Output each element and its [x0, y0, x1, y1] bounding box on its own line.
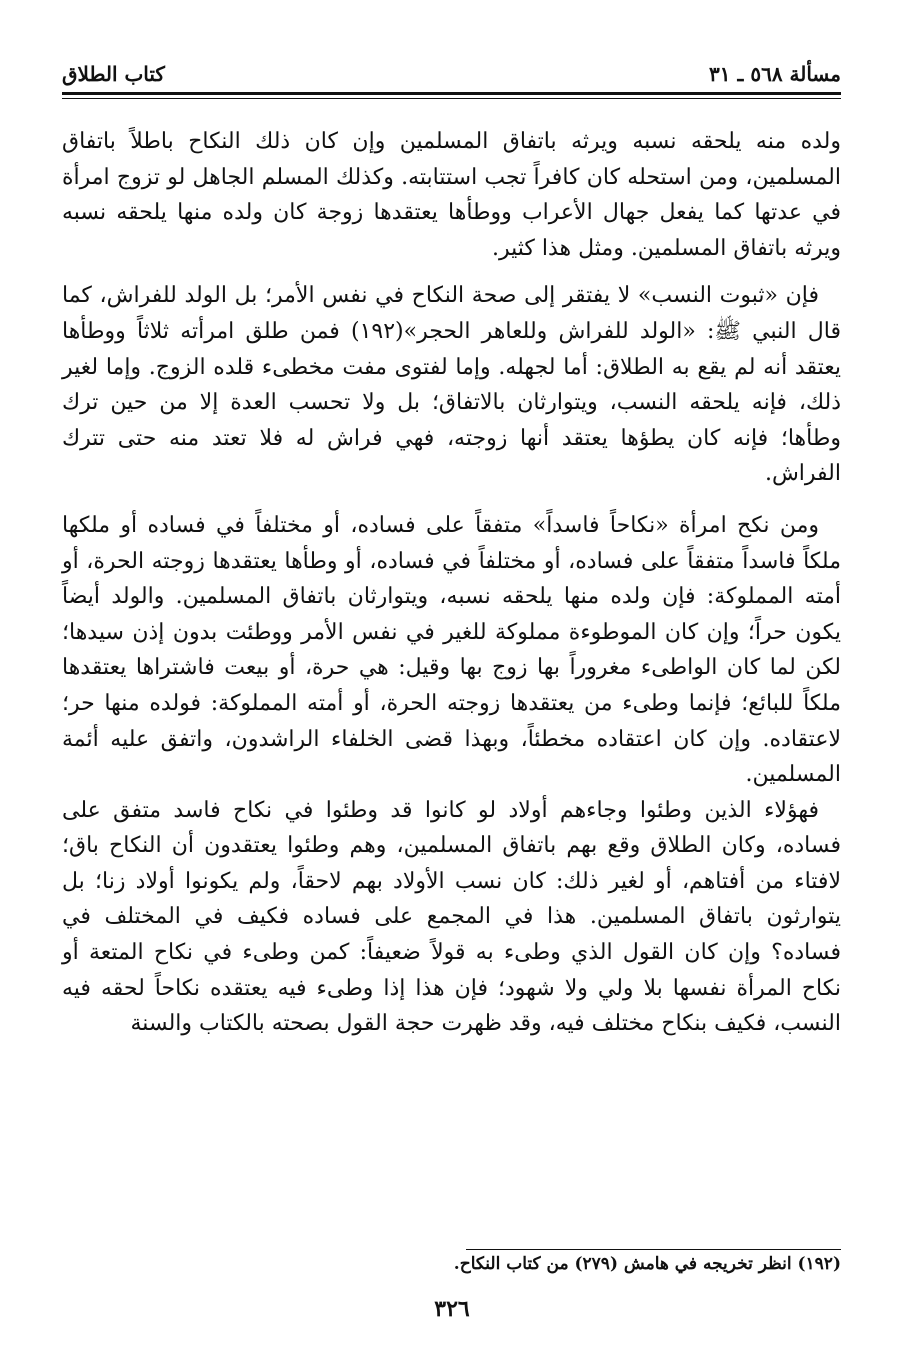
chapter-title: كتاب الطلاق: [62, 62, 165, 86]
paragraph-1: ولده منه يلحقه نسبه ويرثه باتفاق المسلمين وإن كان ذلك النكاح باطلاً باتفاق المسلمين، ومن استحله كان كافراً تجب استتابته. وكذلك المسلم الجاهل لو تزوج امرأة في عدتها كما يفعل جهال الأعراب ووطأها يعتقدها زوجة كان ولده منها يلحقه نسبه ويرثه باتفاق المسلمين. ومثل هذا كثير.: [62, 129, 841, 261]
running-header: [62, 58, 841, 98]
footnote: (١٩٢) انظر تخريجه في هامش (٢٧٩) من كتاب النكاح.: [453, 1254, 841, 1274]
page-number: ٣٢٦: [434, 1296, 470, 1322]
footnote-separator: [466, 1249, 841, 1250]
header-rule-thick: [62, 92, 841, 95]
issue-number: مسألة ٥٦٨ ـ ٣١: [709, 62, 841, 86]
paragraph-4: فهؤلاء الذين وطئوا وجاءهم أولاد لو كانوا قد وطئوا في نكاح فاسد متفق على فساده، وكان الطلاق وقع بهم باتفاق المسلمين، وهم وطئوا يعتقدون أن النكاح باق؛ لافتاء من أفتاهم، أو لغير ذلك: كان نسب الأولاد بهم لاحقاً، ولم يكونوا أولاد زنا؛ بل يتوارثون باتفاق المسلمين. هذا في المجمع على فساده فكيف في المختلف في فساده؟ وإن كان القول الذي وطىء به قولاً ضعيفاً: كمن وطىء في نكاح المتعة أو نكاح المرأة نفسها بلا ولي ولا شهود؛ فإن هذا إذا وطىء فيه يعتقده نكاحاً لحقه فيه النسب، فكيف بنكاح مختلف فيه، وقد ظهرت حجة القول بصحته بالكتاب والسنة: [62, 797, 841, 1037]
header-rule-thin: [62, 98, 841, 99]
main-text: [62, 124, 841, 1042]
paragraph-2: فإن «ثبوت النسب» لا يفتقر إلى صحة النكاح في نفس الأمر؛ بل الولد للفراش، كما قال النبي ﷺ: «الولد للفراش وللعاهر الحجر»(١٩٢) فمن طلق امرأته ثلاثاً ووطأها يعتقد أنه لم يقع به الطلاق: أما لجهله. وإما لفتوى مفت مخطىء قلده الزوج. وإما لغير ذلك، فإنه يلحقه النسب، ويتوارثان بالاتفاق؛ بل ولا تحسب العدة إلا من حين ترك وطأها؛ فإنه كان يطؤها يعتقد أنها زوجته، فهي فراش له فلا تعتد منه حتى تترك الفراش.: [62, 283, 841, 487]
paragraph-3: ومن نكح امرأة «نكاحاً فاسداً» متفقاً على فساده، أو مختلفاً في فساده أو ملكها ملكاً فاسداً متفقاً على فساده، أو مختلفاً في فساده، أو وطأها يعتقدها زوجته الحرة، أو أمته المملوكة: فإن ولده منها يلحقه نسبه، ويتوارثان باتفاق المسلمين. والولد أيضاً يكون حراً؛ وإن كان الموطوءة مملوكة للغير في نفس الأمر ووطئت بدون إذن سيدها؛ لكن لما كان الواطىء مغروراً بها زوج بها وقيل: هي حرة، أو بيعت فاشتراها يعتقدها ملكاً للبائع؛ فإنما وطىء من يعتقدها زوجته الحرة، أو أمته المملوكة: فولده منها حر؛ لاعتقاده. وإن كان اعتقاده مخطئاً، وبهذا قضى الخلفاء الراشدون، واتفق عليه أئمة المسلمين.: [62, 512, 841, 788]
